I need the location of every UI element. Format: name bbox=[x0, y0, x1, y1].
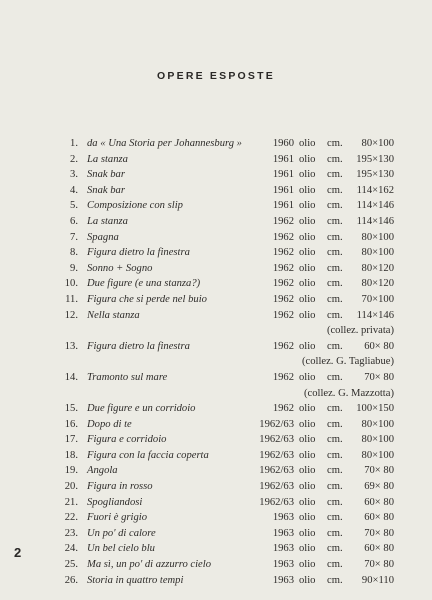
work-unit: cm. bbox=[327, 559, 343, 571]
work-medium: olio bbox=[299, 309, 316, 321]
work-medium: olio bbox=[299, 215, 316, 227]
work-medium: olio bbox=[299, 340, 316, 352]
work-size: 60× 80 bbox=[364, 496, 394, 508]
list-item bbox=[0, 152, 432, 168]
list-item bbox=[0, 495, 432, 511]
list-item bbox=[0, 198, 432, 214]
work-size: 80×100 bbox=[361, 434, 394, 446]
work-year: 1962/63 bbox=[259, 481, 294, 493]
page-title: OPERE ESPOSTE bbox=[157, 70, 275, 82]
work-size: 195×130 bbox=[356, 153, 394, 165]
work-size: 90×110 bbox=[361, 574, 394, 586]
work-size: 70×100 bbox=[361, 293, 394, 305]
work-title: Ma sì, un po' di azzurro cielo bbox=[87, 559, 211, 571]
work-year: 1961 bbox=[272, 153, 294, 165]
work-unit: cm. bbox=[327, 231, 343, 243]
work-unit: cm. bbox=[327, 512, 343, 524]
work-medium: olio bbox=[299, 371, 316, 383]
item-number: 23. bbox=[64, 527, 78, 539]
work-unit: cm. bbox=[327, 293, 343, 305]
list-item bbox=[0, 370, 432, 401]
item-number: 9. bbox=[70, 262, 78, 274]
work-medium: olio bbox=[299, 247, 316, 259]
work-year: 1961 bbox=[272, 184, 294, 196]
work-medium: olio bbox=[299, 169, 316, 181]
work-medium: olio bbox=[299, 496, 316, 508]
list-item bbox=[0, 417, 432, 433]
work-year: 1961 bbox=[272, 200, 294, 212]
work-title: Figura con la faccia coperta bbox=[87, 449, 209, 461]
work-title: Due figure (e una stanza?) bbox=[87, 278, 201, 290]
work-year: 1963 bbox=[272, 559, 294, 571]
work-size: 114×146 bbox=[356, 200, 394, 212]
item-number: 21. bbox=[64, 496, 78, 508]
item-number: 10. bbox=[64, 278, 78, 290]
work-unit: cm. bbox=[327, 371, 343, 383]
work-year: 1962/63 bbox=[259, 465, 294, 477]
item-number: 18. bbox=[64, 449, 78, 461]
list-item bbox=[0, 526, 432, 542]
work-unit: cm. bbox=[327, 496, 343, 508]
item-number: 25. bbox=[64, 559, 78, 571]
work-year: 1960 bbox=[272, 138, 294, 149]
work-year: 1963 bbox=[272, 574, 294, 586]
list-item bbox=[0, 448, 432, 464]
collection-note: (collez. privata) bbox=[326, 325, 394, 337]
work-year: 1962 bbox=[272, 371, 294, 383]
work-medium: olio bbox=[299, 574, 316, 586]
work-year: 1963 bbox=[272, 512, 294, 524]
work-year: 1961 bbox=[272, 169, 294, 181]
work-title: Figura dietro la finestra bbox=[87, 247, 190, 259]
work-size: 60× 80 bbox=[364, 543, 394, 555]
work-medium: olio bbox=[299, 138, 316, 149]
work-title: Due figure e un corridoio bbox=[87, 403, 196, 415]
item-number: 7. bbox=[70, 231, 78, 243]
page-number: 2 bbox=[14, 545, 22, 560]
work-title: Sonno + Sogno bbox=[87, 262, 153, 274]
work-title: Nella stanza bbox=[87, 309, 140, 321]
work-unit: cm. bbox=[327, 418, 343, 430]
list-item bbox=[0, 463, 432, 479]
work-title: Un bel cielo blu bbox=[87, 543, 155, 555]
work-title: Spagna bbox=[87, 231, 119, 243]
list-item bbox=[0, 432, 432, 448]
work-title: Figura che si perde nel buio bbox=[87, 293, 207, 305]
work-unit: cm. bbox=[327, 153, 343, 165]
work-unit: cm. bbox=[327, 340, 343, 352]
item-number: 17. bbox=[64, 434, 78, 446]
work-size: 80×120 bbox=[361, 278, 394, 290]
work-medium: olio bbox=[299, 262, 316, 274]
list-item bbox=[0, 541, 432, 557]
list-item bbox=[0, 510, 432, 526]
item-number: 13. bbox=[64, 340, 78, 352]
item-number: 4. bbox=[70, 184, 78, 196]
work-unit: cm. bbox=[327, 434, 343, 446]
work-medium: olio bbox=[299, 512, 316, 524]
work-size: 80×100 bbox=[361, 449, 394, 461]
work-title: Spogliandosi bbox=[87, 496, 143, 508]
work-year: 1962 bbox=[272, 247, 294, 259]
list-item bbox=[0, 167, 432, 183]
list-item bbox=[0, 557, 432, 573]
work-title: Angola bbox=[87, 465, 118, 477]
collection-note: (collez. G. Tagliabue) bbox=[301, 356, 394, 368]
work-title: La stanza bbox=[87, 215, 128, 227]
collection-note: (collez. G. Mazzotta) bbox=[303, 387, 394, 399]
work-title: Fuori è grigio bbox=[87, 512, 148, 524]
work-size: 69× 80 bbox=[364, 481, 394, 493]
work-size: 114×162 bbox=[356, 184, 394, 196]
list-item bbox=[0, 292, 432, 308]
item-number: 8. bbox=[70, 247, 78, 259]
work-unit: cm. bbox=[327, 574, 343, 586]
work-unit: cm. bbox=[327, 465, 343, 477]
work-unit: cm. bbox=[327, 278, 343, 290]
work-size: 60× 80 bbox=[364, 512, 394, 524]
work-medium: olio bbox=[299, 278, 316, 290]
work-year: 1962 bbox=[272, 309, 294, 321]
item-number: 16. bbox=[64, 418, 78, 430]
item-number: 6. bbox=[70, 215, 78, 227]
list-item bbox=[0, 308, 432, 339]
work-year: 1962 bbox=[272, 278, 294, 290]
work-size: 114×146 bbox=[356, 215, 394, 227]
work-size: 80×100 bbox=[361, 247, 394, 259]
work-medium: olio bbox=[299, 153, 316, 165]
work-unit: cm. bbox=[327, 527, 343, 539]
work-unit: cm. bbox=[327, 247, 343, 259]
work-unit: cm. bbox=[327, 138, 343, 149]
item-number: 20. bbox=[64, 481, 78, 493]
work-unit: cm. bbox=[327, 184, 343, 196]
work-title: Figura in rosso bbox=[87, 481, 153, 493]
work-title: Snak bar bbox=[87, 169, 125, 181]
work-year: 1962 bbox=[272, 231, 294, 243]
work-year: 1962/63 bbox=[259, 496, 294, 508]
work-title: da « Una Storia per Johannesburg » bbox=[87, 138, 242, 149]
item-number: 5. bbox=[70, 200, 78, 212]
works-list bbox=[0, 136, 432, 588]
work-title: Tramonto sul mare bbox=[87, 371, 168, 383]
work-medium: olio bbox=[299, 418, 316, 430]
work-medium: olio bbox=[299, 200, 316, 212]
item-number: 15. bbox=[64, 403, 78, 415]
work-year: 1963 bbox=[272, 527, 294, 539]
work-medium: olio bbox=[299, 481, 316, 493]
work-year: 1962 bbox=[272, 215, 294, 227]
item-number: 2. bbox=[70, 153, 78, 165]
item-number: 22. bbox=[64, 512, 78, 524]
list-item bbox=[0, 261, 432, 277]
work-medium: olio bbox=[299, 543, 316, 555]
work-unit: cm. bbox=[327, 543, 343, 555]
work-medium: olio bbox=[299, 293, 316, 305]
work-title: Dopo di te bbox=[87, 418, 132, 430]
list-item bbox=[0, 245, 432, 261]
work-year: 1962/63 bbox=[259, 434, 294, 446]
work-size: 70× 80 bbox=[364, 527, 394, 539]
work-unit: cm. bbox=[327, 169, 343, 181]
work-year: 1962 bbox=[272, 340, 294, 352]
work-unit: cm. bbox=[327, 262, 343, 274]
work-size: 70× 80 bbox=[364, 465, 394, 477]
list-item bbox=[0, 276, 432, 292]
list-item bbox=[0, 183, 432, 199]
item-number: 14. bbox=[64, 371, 78, 383]
item-number: 19. bbox=[64, 465, 78, 477]
work-year: 1962 bbox=[272, 262, 294, 274]
item-number: 24. bbox=[64, 543, 78, 555]
work-size: 60× 80 bbox=[364, 340, 394, 352]
work-medium: olio bbox=[299, 527, 316, 539]
item-number: 11. bbox=[65, 293, 78, 305]
work-title: Figura e corridoio bbox=[87, 434, 167, 446]
item-number: 12. bbox=[64, 309, 78, 321]
list-item bbox=[0, 214, 432, 230]
work-unit: cm. bbox=[327, 200, 343, 212]
list-item bbox=[0, 339, 432, 370]
work-size: 80×100 bbox=[361, 138, 394, 149]
work-year: 1962/63 bbox=[259, 449, 294, 461]
work-size: 70× 80 bbox=[364, 371, 394, 383]
work-title: Snak bar bbox=[87, 184, 125, 196]
item-number: 3. bbox=[70, 169, 78, 181]
work-medium: olio bbox=[299, 559, 316, 571]
work-size: 80×120 bbox=[361, 262, 394, 274]
work-unit: cm. bbox=[327, 309, 343, 321]
work-medium: olio bbox=[299, 434, 316, 446]
work-title: Composizione con slip bbox=[87, 200, 183, 212]
list-item bbox=[0, 401, 432, 417]
list-item bbox=[0, 573, 432, 589]
list-item bbox=[0, 230, 432, 246]
item-number: 26. bbox=[64, 574, 78, 586]
work-medium: olio bbox=[299, 449, 316, 461]
work-size: 195×130 bbox=[356, 169, 394, 181]
work-size: 70× 80 bbox=[364, 559, 394, 571]
work-unit: cm. bbox=[327, 215, 343, 227]
work-unit: cm. bbox=[327, 403, 343, 415]
work-medium: olio bbox=[299, 465, 316, 477]
work-title: Un po' di calore bbox=[87, 527, 156, 539]
work-unit: cm. bbox=[327, 481, 343, 493]
work-medium: olio bbox=[299, 403, 316, 415]
work-size: 114×146 bbox=[356, 309, 394, 321]
work-size: 80×100 bbox=[361, 418, 394, 430]
work-title: La stanza bbox=[87, 153, 128, 165]
list-item bbox=[0, 479, 432, 495]
work-title: Figura dietro la finestra bbox=[87, 340, 190, 352]
work-year: 1962 bbox=[272, 293, 294, 305]
work-title: Storia in quattro tempi bbox=[87, 574, 184, 586]
work-size: 80×100 bbox=[361, 231, 394, 243]
item-number: 1. bbox=[70, 138, 78, 149]
work-year: 1962/63 bbox=[259, 418, 294, 430]
work-year: 1962 bbox=[272, 403, 294, 415]
list-item bbox=[0, 136, 432, 152]
work-medium: olio bbox=[299, 184, 316, 196]
work-size: 100×150 bbox=[356, 403, 394, 415]
work-year: 1963 bbox=[272, 543, 294, 555]
work-unit: cm. bbox=[327, 449, 343, 461]
work-medium: olio bbox=[299, 231, 316, 243]
